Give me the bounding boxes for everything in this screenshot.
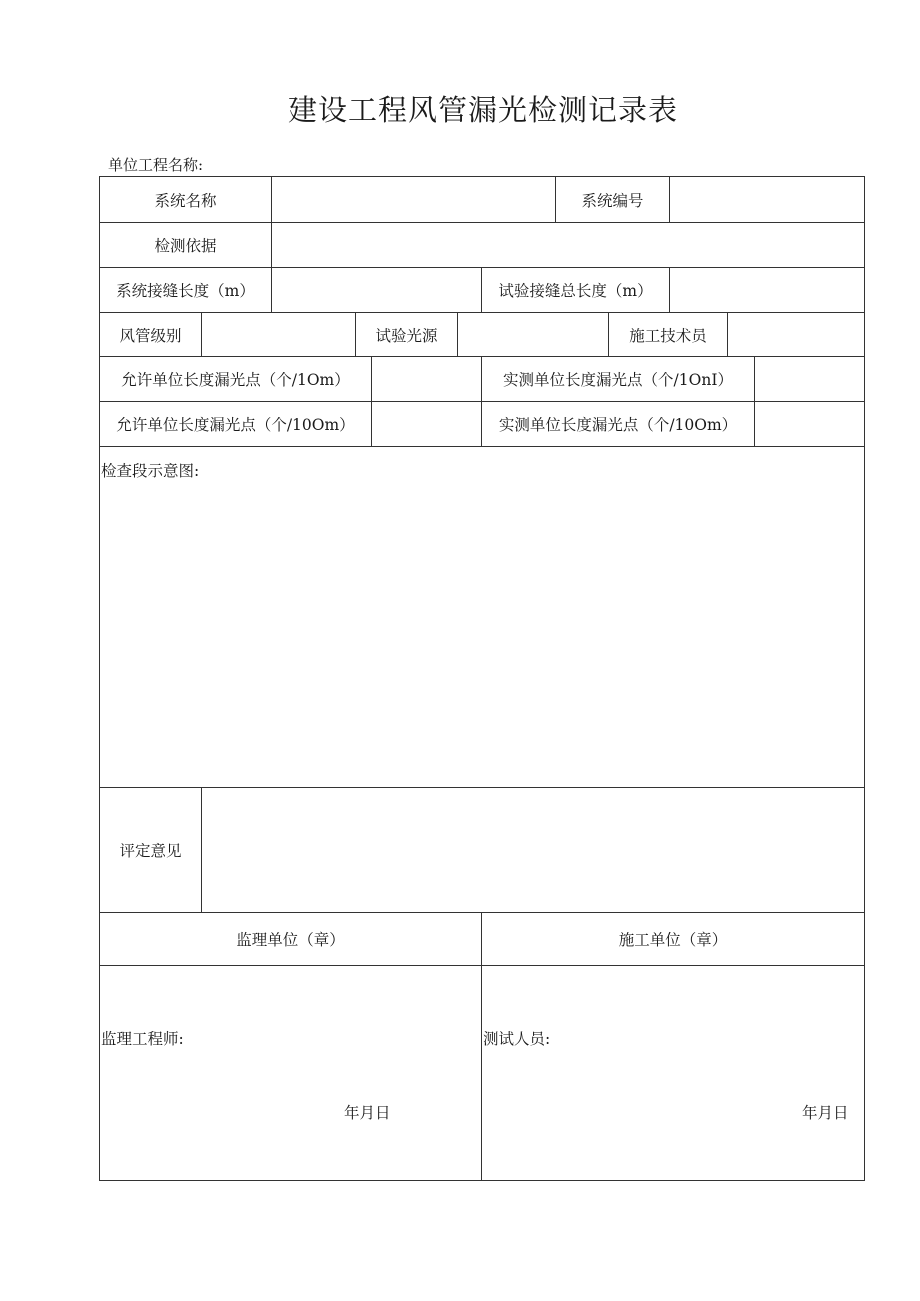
evaluation-input[interactable] xyxy=(201,787,865,913)
page-title: 建设工程风管漏光检测记录表 xyxy=(287,93,678,127)
measured-10m-label xyxy=(481,356,755,402)
diagram-area[interactable] xyxy=(99,446,865,788)
supervision-date-label: 年月日 xyxy=(344,1104,391,1122)
construction-unit-text: 施工单位（章） xyxy=(618,931,728,949)
allow-10m-label xyxy=(99,356,372,402)
allow-100m-label xyxy=(99,401,372,447)
measured-100m-input[interactable] xyxy=(754,401,865,447)
allow-100m-text: 允许单位长度漏光点（个/10Om） xyxy=(116,416,355,434)
supervision-unit-header xyxy=(99,912,482,966)
measured-100m-text: 实测单位长度漏光点（个/10Om） xyxy=(498,416,738,434)
measured-10m-text: 实测单位长度漏光点（个/1OnI） xyxy=(503,371,733,389)
construction-sign-block[interactable] xyxy=(481,965,865,1181)
evaluation-text: 评定意见 xyxy=(119,842,182,860)
technician-text: 施工技术员 xyxy=(629,326,707,345)
duct-level-input[interactable] xyxy=(201,312,356,357)
construction-unit-header xyxy=(481,912,865,966)
basis-label xyxy=(99,222,272,268)
supervision-engineer-label: 监理工程师: xyxy=(101,1030,184,1048)
project-name-label: 单位工程名称: xyxy=(108,156,204,174)
system-name-label xyxy=(99,176,272,223)
light-source-input[interactable] xyxy=(457,312,609,357)
basis-input[interactable] xyxy=(271,222,865,268)
system-no-label xyxy=(555,176,670,223)
sys-seam-length-text: 系统接缝长度（m） xyxy=(116,282,255,300)
system-no-text: 系统编号 xyxy=(581,191,644,210)
tester-label: 测试人员: xyxy=(483,1030,551,1048)
measured-10m-input[interactable] xyxy=(754,356,865,402)
technician-label xyxy=(608,312,728,357)
supervision-unit-text: 监理单位（章） xyxy=(236,931,345,949)
allow-10m-input[interactable] xyxy=(371,356,482,402)
duct-level-text: 风管级别 xyxy=(119,326,182,345)
sys-seam-length-input[interactable] xyxy=(271,267,482,313)
measured-100m-label xyxy=(481,401,755,447)
construction-date-label: 年月日 xyxy=(802,1104,849,1122)
system-no-input[interactable] xyxy=(669,176,865,223)
diagram-label: 检查段示意图: xyxy=(101,462,200,480)
technician-input[interactable] xyxy=(727,312,865,357)
test-seam-length-label xyxy=(481,267,670,313)
sys-seam-length-label xyxy=(99,267,272,313)
system-name-input[interactable] xyxy=(271,176,556,223)
basis-text: 检测依据 xyxy=(154,237,217,255)
evaluation-label xyxy=(99,787,202,913)
allow-10m-text: 允许单位长度漏光点（个/1Om） xyxy=(121,371,350,389)
test-seam-length-text: 试验接缝总长度（m） xyxy=(498,282,653,300)
test-seam-length-input[interactable] xyxy=(669,267,865,313)
duct-level-label xyxy=(99,312,202,357)
light-source-text: 试验光源 xyxy=(375,326,438,345)
supervision-sign-block[interactable] xyxy=(99,965,482,1181)
light-source-label xyxy=(355,312,458,357)
system-name-text: 系统名称 xyxy=(154,191,217,210)
allow-100m-input[interactable] xyxy=(371,401,482,447)
